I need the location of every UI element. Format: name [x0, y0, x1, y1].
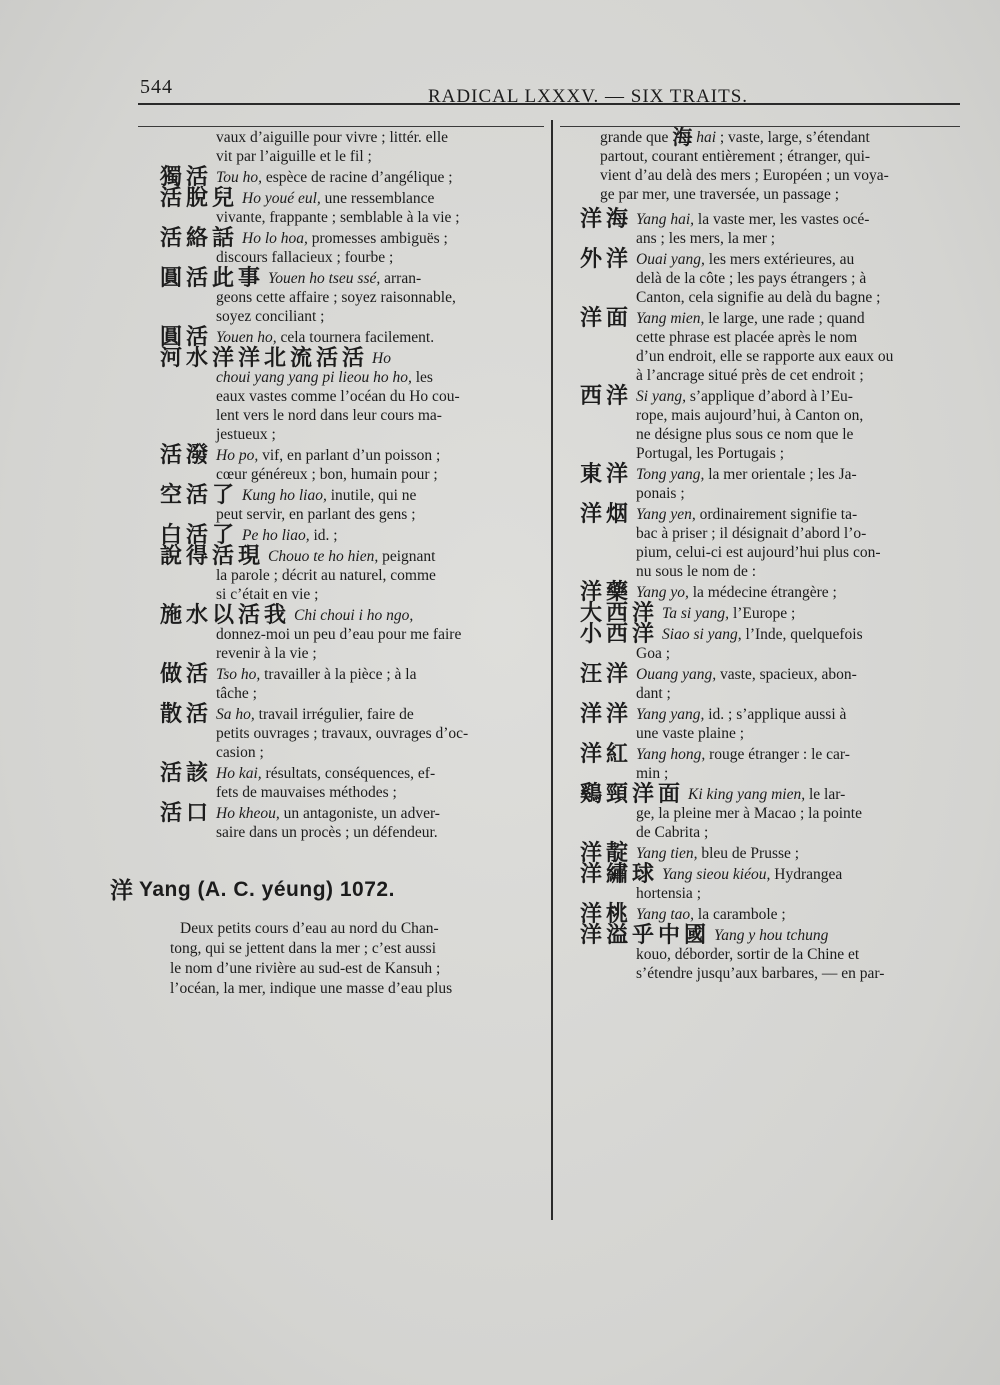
definition-text: inutile, qui ne [330, 487, 417, 504]
dictionary-entry [580, 923, 965, 983]
definition-text: résultats, conséquences, ef- [265, 765, 436, 782]
entry-line: Canton, cela signifie au delà du bagne ; [636, 289, 881, 306]
definition-text: peignant [382, 548, 436, 565]
entry-first-line [580, 782, 965, 807]
romanization: Yang mien, [636, 310, 705, 327]
entry-first-line [160, 662, 530, 687]
romanization: Ho youé eul, [242, 190, 321, 207]
dictionary-entry [580, 902, 965, 927]
entry-line: d’un endroit, elle se rapporte aux eaux ou [636, 348, 894, 365]
entry-first-line [580, 462, 965, 487]
definition-text: les mers extérieures, au [708, 251, 855, 268]
entry-first-line [160, 702, 530, 727]
romanization: Pe ho liao, [242, 527, 310, 544]
entry-first-line [580, 622, 965, 647]
chinese-term: 洋面 [580, 306, 633, 331]
entry-first-line [160, 325, 530, 350]
romanization: Youen ho, [216, 329, 277, 346]
definition-text: cela tournera facilement. [280, 329, 435, 346]
chinese-term: 外洋 [580, 247, 633, 272]
continued-definition [580, 125, 965, 204]
dictionary-entry [160, 702, 530, 762]
entry-line: ans ; les mers, la mer ; [636, 230, 776, 247]
chinese-term: 汪洋 [580, 662, 633, 687]
romanization: Chouo te ho hien, [268, 548, 379, 565]
romanization: choui yang yang pi lieou ho ho, [216, 369, 412, 386]
romanization: Yang y hou tchung [714, 927, 829, 944]
heading-text: Yang (A. C. yéung) 1072. [139, 878, 395, 901]
chinese-term: 說得活現 [160, 544, 265, 569]
entry-line: saire dans un procès ; un défendeur. [216, 824, 438, 841]
entry-first-line [160, 165, 530, 190]
entry-first-line [160, 443, 530, 468]
chinese-term: 小西洋 [580, 622, 659, 647]
paragraph-line: le nom d’une rivière au sud-est de Kansuh ; [170, 960, 441, 977]
entry-line: donnez-moi un peu d’eau pour me faire [216, 626, 462, 643]
chinese-term: 散活 [160, 702, 213, 727]
entry-line: vivante, frappante ; semblable à la vie ; [216, 209, 460, 226]
entry-line: Goa ; [636, 645, 671, 662]
dictionary-entry [580, 841, 965, 866]
romanization: Siao si yang, [662, 626, 742, 643]
definition-text: ; vaste, large, s’étendant [719, 129, 870, 146]
definition-text: bleu de Prusse ; [701, 845, 800, 862]
entry-first-line [580, 384, 965, 409]
entry-line: vit par l’aiguille et le fil ; [216, 148, 372, 165]
entry-first-line [160, 186, 530, 211]
chinese-term: 白活了 [160, 523, 239, 548]
entry-first-line [580, 862, 965, 887]
entry-line: tâche ; [216, 685, 257, 702]
chinese-term: 海 [672, 125, 693, 149]
romanization: hai [696, 129, 716, 146]
chinese-term: 洋紅 [580, 742, 633, 767]
paragraph-line: Deux petits cours d’eau au nord du Chan- [180, 920, 439, 937]
left-column [110, 128, 530, 999]
definition-text: travail irrégulier, faire de [258, 706, 414, 723]
entry-first-line [160, 801, 530, 826]
romanization: Ki king yang mien, [688, 786, 806, 803]
romanization: Ouang yang, [636, 666, 717, 683]
entry-line: discours fallacieux ; fourbe ; [216, 249, 394, 266]
dictionary-entry [580, 306, 965, 385]
definition-text: id. ; [313, 527, 338, 544]
dictionary-entry [160, 801, 530, 842]
entry-line: jestueux ; [216, 426, 276, 443]
entry-first-line [580, 601, 965, 626]
definition-text: vif, en parlant d’un poisson ; [262, 447, 441, 464]
entry-first-line [580, 247, 965, 272]
romanization: Yang yen, [636, 506, 696, 523]
definition-text: espèce de racine d’angélique ; [265, 169, 453, 186]
definition-text: la médecine étrangère ; [692, 584, 837, 601]
chinese-term: 東洋 [580, 462, 633, 487]
entry-first-line [160, 761, 530, 786]
romanization: Ho lo hoa, [242, 230, 308, 247]
definition-text: la vaste mer, les vastes océ- [697, 211, 870, 228]
dictionary-entry [160, 325, 530, 350]
page-number: 544 [140, 76, 173, 98]
dictionary-entry [580, 580, 965, 605]
romanization: Ho [372, 350, 391, 367]
romanization: Ho kai, [216, 765, 262, 782]
entry-first-line [160, 483, 530, 508]
entry-first-line: vaux d’aiguille pour vivre ; littér. elle [216, 129, 449, 146]
dictionary-entry [580, 702, 965, 743]
entry-first-line [160, 603, 530, 628]
entry-line: cette phrase est placée après le nom [636, 329, 858, 346]
entry-line: ge, la pleine mer à Macao ; la pointe [636, 805, 862, 822]
entry-line: la parole ; décrit au naturel, comme [216, 567, 436, 584]
entry-first-line [580, 662, 965, 687]
dictionary-entry [160, 544, 530, 604]
entry-line: delà de la côte ; les pays étrangers ; à [636, 270, 867, 287]
entry-line: bac à priser ; il désignait d’abord l’o- [636, 525, 867, 542]
chinese-term: 西洋 [580, 384, 633, 409]
entry-heading [110, 872, 530, 905]
romanization: Chi choui i ho ngo, [294, 607, 414, 624]
dictionary-entry [580, 247, 965, 307]
entry-line: s’étendre jusqu’aux barbares, — en par- [636, 965, 885, 982]
entry-line [160, 368, 530, 387]
entry-line: fets de mauvaises méthodes ; [216, 784, 397, 801]
chinese-term: 空活了 [160, 483, 239, 508]
entry-line: ponais ; [636, 485, 685, 502]
definition-text: ordinairement signifie ta- [699, 506, 858, 523]
chinese-term: 活脫兒 [160, 186, 239, 211]
romanization: Tso ho, [216, 666, 261, 683]
entry-first-line [580, 580, 965, 605]
running-head: RADICAL LXXXV. — SIX TRAITS. [428, 86, 749, 107]
definition-text: la mer orientale ; les Ja- [708, 466, 857, 483]
romanization: Yang tien, [636, 845, 698, 862]
dictionary-entry [580, 502, 965, 581]
right-column [580, 125, 965, 985]
entry-first-line [580, 841, 965, 866]
entry-first-line [580, 923, 965, 948]
romanization: Youen ho tseu ssé, [268, 270, 381, 287]
romanization: Yang yo, [636, 584, 689, 601]
entry-line: cœur généreux ; bon, humain pour ; [216, 466, 438, 483]
entry-line: peut servir, en parlant des gens ; [216, 506, 416, 523]
entry-first-line [160, 544, 530, 569]
definition-text: promesses ambiguës ; [311, 230, 448, 247]
definition-text: travailler à la pièce ; à la [264, 666, 417, 683]
romanization: Ouai yang, [636, 251, 705, 268]
chinese-term: 洋繡球 [580, 862, 659, 887]
dictionary-entry [580, 662, 965, 703]
definition-text: id. ; s’applique aussi à [708, 706, 847, 723]
definition-text: l’Europe ; [732, 605, 796, 622]
entry-line: ne désigne plus sous ce nom que le [636, 426, 854, 443]
dictionary-entry [580, 742, 965, 783]
definition-text: un antagoniste, un adver- [283, 805, 440, 822]
definition-text: la carambole ; [697, 906, 786, 923]
dictionary-entry [580, 384, 965, 463]
entry-line: lent vers le nord dans leur cours ma- [216, 407, 442, 424]
chinese-term: 大西洋 [580, 601, 659, 626]
chinese-term: 施水以活我 [160, 603, 291, 628]
entry-first-line [580, 125, 965, 149]
dictionary-entry [580, 782, 965, 842]
dictionary-entry [580, 862, 965, 903]
chinese-term: 活該 [160, 761, 213, 786]
chinese-term: 洋靛 [580, 841, 633, 866]
entry-first-line [580, 306, 965, 331]
entry-line: petits ouvrages ; travaux, ouvrages d’oc- [216, 725, 469, 742]
chinese-term: 洋藥 [580, 580, 633, 605]
definition-text: s’applique d’abord à l’Eu- [689, 388, 853, 405]
left-column-rule [138, 126, 544, 127]
chinese-term: 洋桃 [580, 902, 633, 927]
definition-text: les [415, 369, 433, 386]
entry-first-line [160, 346, 530, 371]
dictionary-entry [160, 128, 530, 166]
dictionary-entry [160, 226, 530, 267]
definition-text: vaste, spacieux, abon- [719, 666, 857, 683]
entry-first-line [160, 266, 530, 291]
definition-text: le lar- [808, 786, 846, 803]
entry-line: casion ; [216, 744, 264, 761]
entry-line: Portugal, les Portugais ; [636, 445, 785, 462]
romanization: Sa ho, [216, 706, 255, 723]
romanization: Yang hong, [636, 746, 706, 763]
chinese-term: 活潑 [160, 443, 213, 468]
entry-line: une vaste plaine ; [636, 725, 745, 742]
entry-line: min ; [636, 765, 669, 782]
entry-line: si c’était en vie ; [216, 586, 319, 603]
entry-line: pium, celui-ci est aujourd’hui plus con- [636, 544, 881, 561]
dictionary-entry [160, 523, 530, 548]
entry-line: de Cabrita ; [636, 824, 709, 841]
chinese-term: 獨活 [160, 165, 213, 190]
romanization: Yang sieou kiéou, [662, 866, 771, 883]
romanization: Ho po, [216, 447, 259, 464]
paragraph-line: l’océan, la mer, indique une masse d’eau plus [170, 980, 453, 997]
chinese-term: 洋烟 [580, 502, 633, 527]
entry-line: geons cette affaire ; soyez raisonnable, [216, 289, 456, 306]
romanization: Yang hai, [636, 211, 695, 228]
definition-text: une ressemblance [324, 190, 435, 207]
entry-line: revenir à la vie ; [216, 645, 317, 662]
dictionary-entry [580, 207, 965, 248]
entry-line: eaux vastes comme l’océan du Ho cou- [216, 388, 460, 405]
chinese-term: 活絡話 [160, 226, 239, 251]
chinese-term: 圓活 [160, 325, 213, 350]
entry-line: soyez conciliant ; [216, 308, 325, 325]
right-column-rule [560, 126, 960, 127]
romanization: Ta si yang, [662, 605, 730, 622]
entry-line: rope, mais aujourd’hui, à Canton on, [636, 407, 864, 424]
dictionary-entry [160, 662, 530, 703]
dictionary-entry [580, 462, 965, 503]
chinese-term: 做活 [160, 662, 213, 687]
entry-first-line [160, 226, 530, 251]
chinese-term: 河水洋洋北流活活 [160, 346, 369, 371]
entry-paragraph [170, 919, 530, 999]
dictionary-entry [580, 622, 965, 663]
dictionary-entry [160, 165, 530, 190]
entry-line: à l’ancrage situé près de cet endroit ; [636, 367, 864, 384]
romanization: Si yang, [636, 388, 686, 405]
entry-line: vient d’au delà des mers ; Européen ; un voya- [600, 167, 889, 184]
romanization: Kung ho liao, [242, 487, 327, 504]
dictionary-entry [160, 483, 530, 524]
entry-first-line [580, 702, 965, 727]
romanization: Ho kheou, [216, 805, 280, 822]
dictionary-entry [580, 601, 965, 626]
entry-line: dant ; [636, 685, 671, 702]
definition-text: rouge étranger : le car- [709, 746, 850, 763]
entry-first-line [580, 742, 965, 767]
definition-text: l’Inde, quelquefois [745, 626, 863, 643]
definition-text: arran- [384, 270, 422, 287]
dictionary-entry [160, 266, 530, 326]
paragraph-line: tong, qui se jettent dans la mer ; c’est aussi [170, 940, 437, 957]
dictionary-entry [160, 603, 530, 663]
chinese-term: 洋洋 [580, 702, 633, 727]
entry-line: nu sous le nom de : [636, 563, 757, 580]
romanization: Tou ho, [216, 169, 262, 186]
entry-line: ge par mer, une traversée, un passage ; [600, 186, 840, 203]
dictionary-entry [160, 346, 530, 444]
definition-text: grande que [600, 129, 669, 146]
chinese-term: 洋海 [580, 207, 633, 232]
definition-text: le large, une rade ; quand [708, 310, 865, 327]
dictionary-entry [160, 761, 530, 802]
header-rule [138, 103, 960, 105]
entry-line: partout, courant entièrement ; étranger, qui- [600, 148, 871, 165]
chinese-term: 鷄頸洋面 [580, 782, 685, 807]
chinese-term: 活口 [160, 801, 213, 826]
entry-line: hortensia ; [636, 885, 701, 902]
entry-first-line [580, 902, 965, 927]
chinese-term: 圓活此事 [160, 266, 265, 291]
entry-line: kouo, déborder, sortir de la Chine et [636, 946, 860, 963]
column-divider [551, 120, 553, 1220]
dictionary-entry [160, 186, 530, 227]
romanization: Yang yang, [636, 706, 705, 723]
romanization: Yang tao, [636, 906, 695, 923]
chinese-term: 洋溢乎中國 [580, 923, 711, 948]
definition-text: Hydrangea [774, 866, 843, 883]
entry-first-line [580, 207, 965, 232]
romanization: Tong yang, [636, 466, 705, 483]
entry-first-line [580, 502, 965, 527]
entry-first-line [160, 523, 530, 548]
chinese-heading-character: 洋 [110, 878, 133, 904]
dictionary-entry [160, 443, 530, 484]
